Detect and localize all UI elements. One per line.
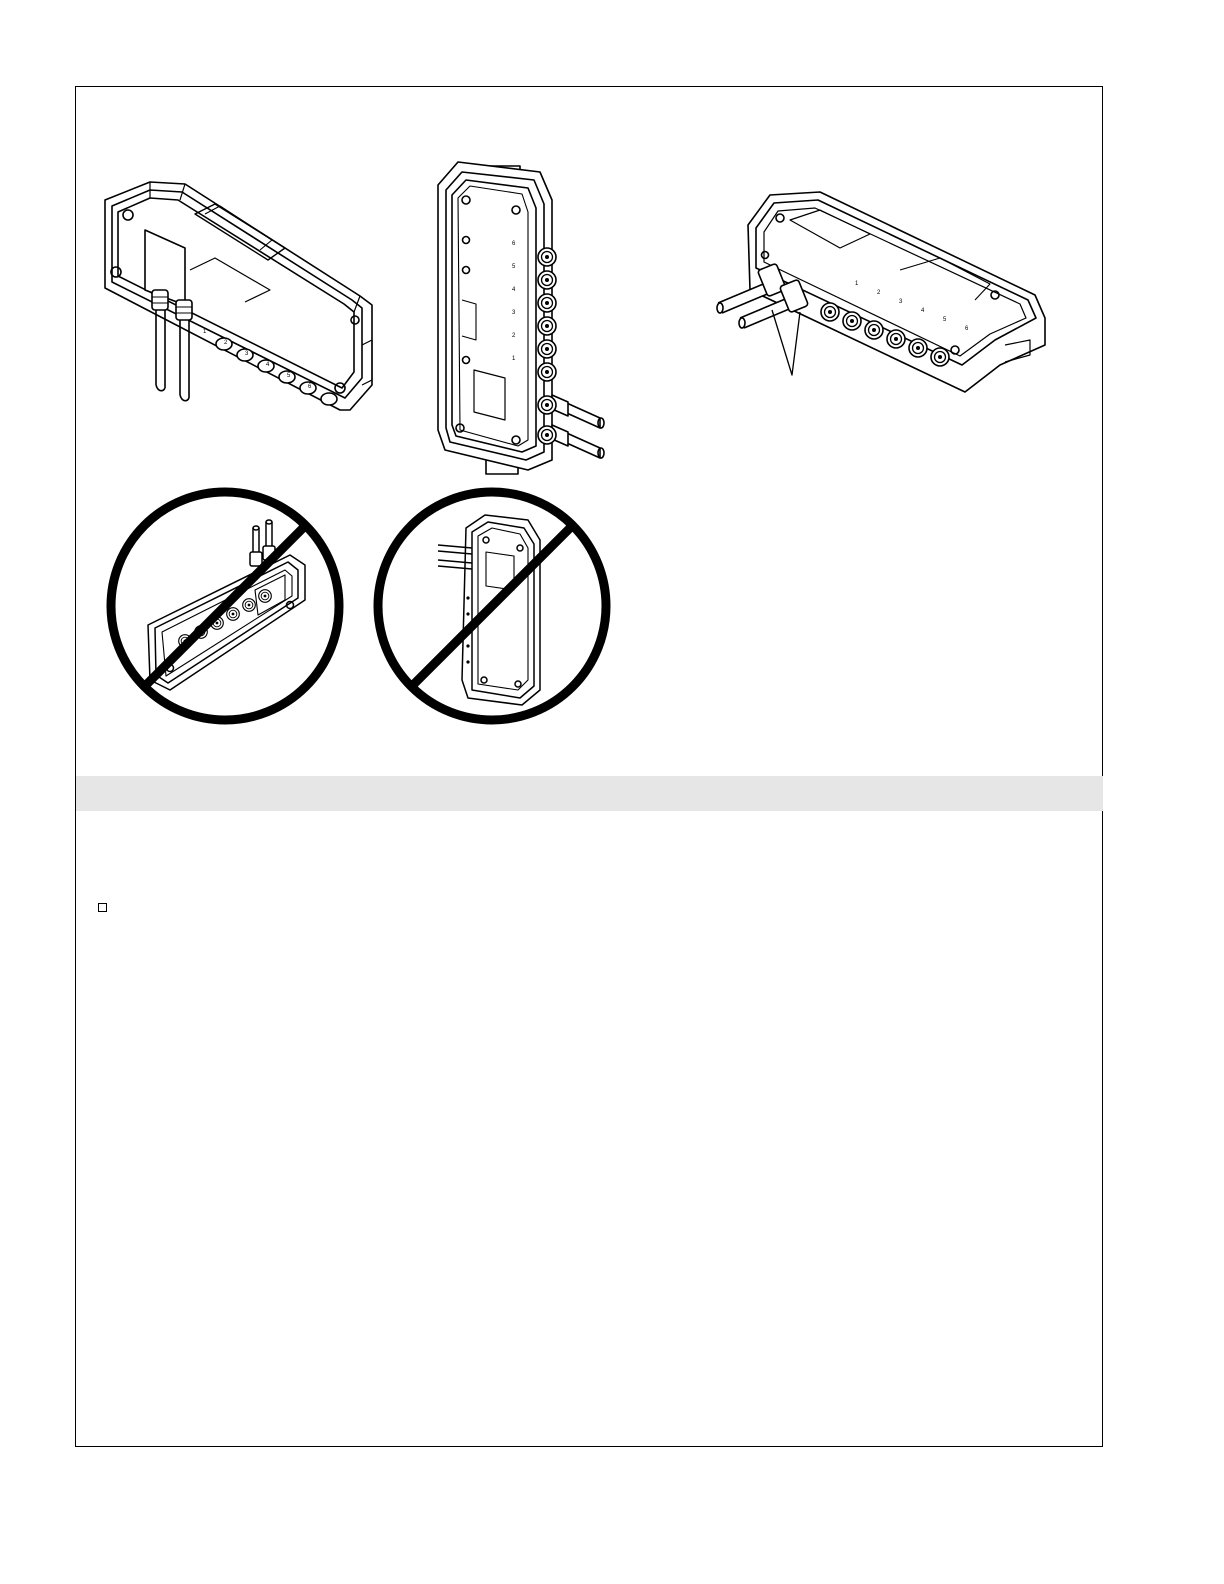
horizontal-unit-left	[105, 182, 372, 410]
section-header-band	[76, 776, 1103, 811]
prohibited-orientation-side	[378, 492, 606, 720]
port-label: 6	[965, 326, 969, 332]
port-label: 4	[921, 308, 925, 314]
prohibition-symbol-icon	[111, 492, 339, 720]
port-label: 2	[877, 290, 881, 296]
port-label: 6	[512, 241, 516, 247]
port-label: 5	[512, 264, 516, 270]
port-label: 3	[512, 310, 516, 316]
horizontal-unit-right	[717, 192, 1045, 392]
port-label: 1	[203, 329, 207, 335]
port-label: 5	[943, 317, 947, 323]
port-label: 1	[512, 356, 516, 362]
port-label: 4	[266, 362, 270, 368]
port-label: 5	[287, 373, 291, 379]
port-label: 2	[224, 340, 228, 346]
port-label: 3	[899, 299, 903, 305]
vertical-unit	[438, 162, 604, 474]
port-label: 1	[855, 281, 859, 287]
port-label: 3	[245, 351, 249, 357]
prohibited-orientation-upright	[111, 492, 339, 720]
port-label: 2	[512, 333, 516, 339]
checklist-checkbox[interactable]	[98, 903, 107, 912]
port-label: 4	[512, 287, 516, 293]
port-label: 6	[308, 384, 312, 390]
